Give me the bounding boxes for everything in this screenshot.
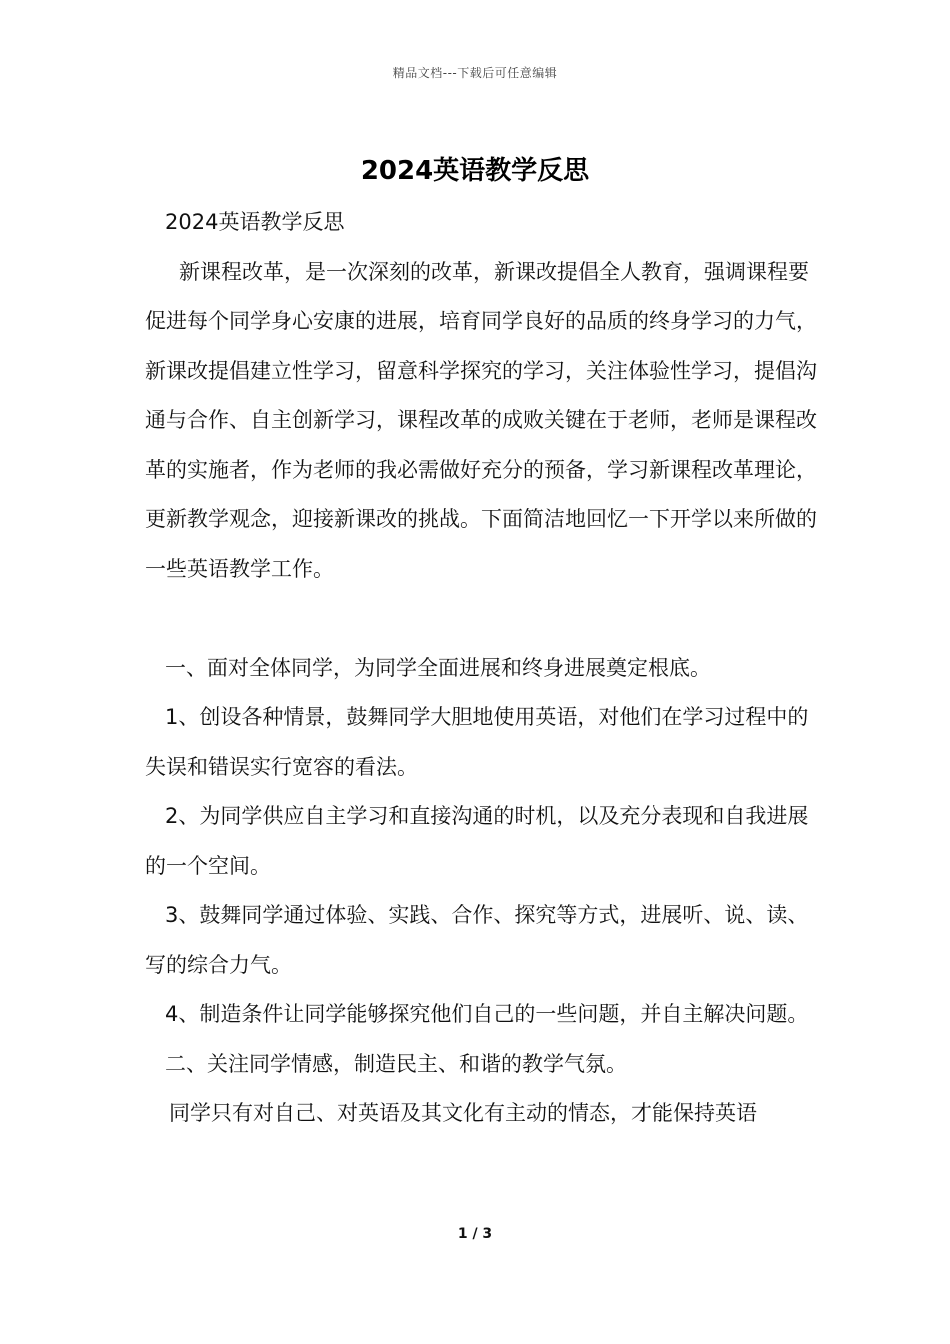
- document-title: 2024英语教学反思: [360, 156, 590, 186]
- header-note: 精品文档---下载后可任意编辑: [392, 66, 558, 80]
- intro-paragraph: 新课程改革，是一次深刻的改革，新课改提倡全人教育，强调课程要促进每个同学身心安康的进展，培育同学良好的品质的终身学习的力气，新课改提倡建立性学习，留意科学探究的学习，关注体验性学习，提倡沟通与合作、自主创新学习，课程改革的成败关键在于老师，老师是课程改革的实施者，作为老师的我必需做好充分的预备，学习新课程改革理论，更新教学观念，迎接新课改的挑战。下面简洁地回忆一下开学以来所做的一些英语教学工作。: [145, 259, 817, 581]
- page-number: 1 / 3: [457, 1226, 493, 1242]
- section-heading-1: 一、面对全体同学，为同学全面进展和终身进展奠定根底。: [165, 655, 711, 680]
- section-heading-2: 二、关注同学情感，制造民主、和谐的教学气氛。: [165, 1051, 627, 1076]
- document-body: [145, 198, 820, 1139]
- list-item-1: 1、创设各种情景，鼓舞同学大胆地使用英语，对他们在学习过程中的失误和错误实行宽容的看法。: [145, 705, 809, 779]
- closing-paragraph: 同学只有对自己、对英语及其文化有主动的情态，才能保持英语: [169, 1101, 757, 1125]
- list-item-2: 2、为同学供应自主学习和直接沟通的时机，以及充分表现和自我进展的一个空间。: [145, 804, 809, 878]
- subtitle-paragraph: 2024英语教学反思: [165, 210, 345, 234]
- list-item-4: 4、制造条件让同学能够探究他们自己的一些问题，并自主解决问题。: [165, 1002, 809, 1026]
- blank-line: [145, 594, 820, 644]
- list-item-3: 3、鼓舞同学通过体验、实践、合作、探究等方式，进展听、说、读、写的综合力气。: [145, 903, 809, 977]
